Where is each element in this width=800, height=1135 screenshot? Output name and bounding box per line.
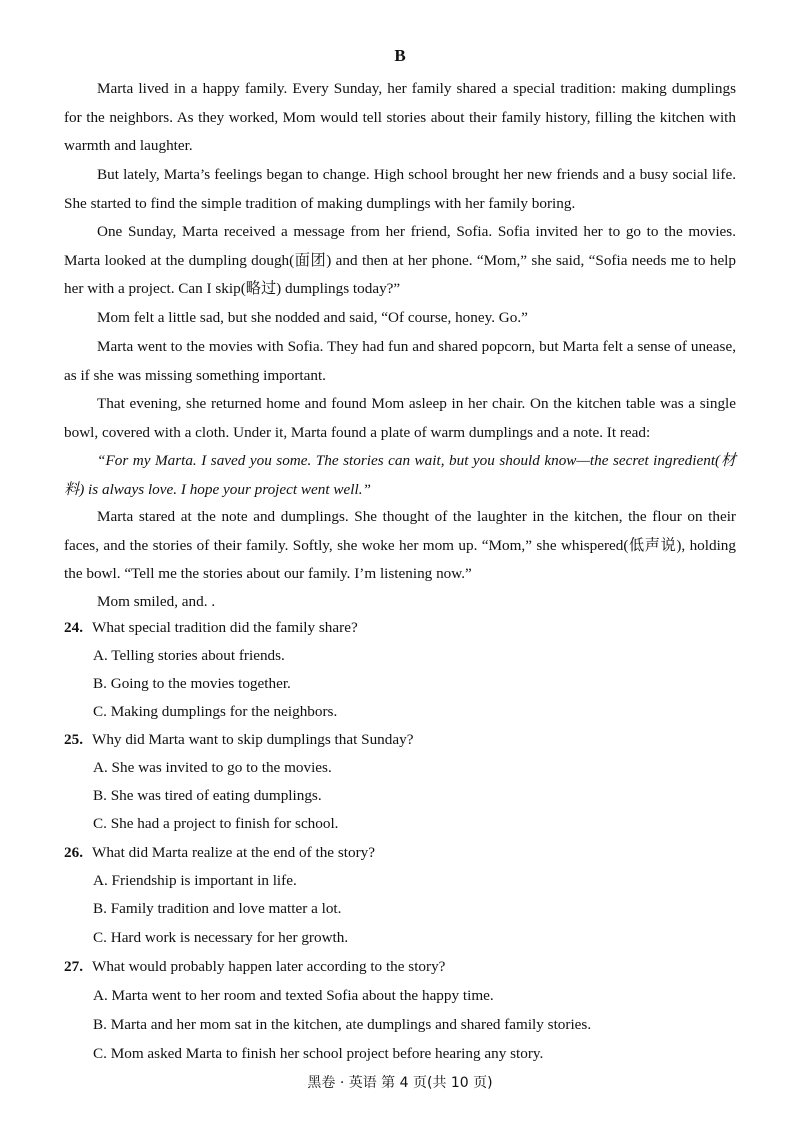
option-26-a[interactable]: A. Friendship is important in life. (93, 872, 297, 889)
option-26-b[interactable]: B. Family tradition and love matter a lot. (93, 900, 342, 917)
passage-note: “For my Marta. I saved you some. The stories can wait, but you should know—the secret ingredient(材料) is always love. I hope your project went well.” (64, 452, 736, 498)
page-footer: 黑卷 · 英语 第 4 页(共 10 页) (307, 1075, 493, 1091)
option-25-c[interactable]: C. She had a project to finish for school. (93, 815, 339, 832)
passage-paragraph-5: Marta went to the movies with Sofia. They had fun and shared popcorn, but Marta felt a sense of unease, as if she was missing something important. (64, 338, 736, 384)
option-24-b[interactable]: B. Going to the movies together. (93, 675, 291, 692)
question-27 (64, 953, 744, 981)
question-number: 27. (64, 958, 83, 975)
question-text: What would probably happen later according to the story? (92, 958, 446, 975)
passage-paragraph-1: Marta lived in a happy family. Every Sunday, her family shared a special tradition: making dumplings for the neighbors. As they worked, Mom would tell stories about their family history, filling the kitchen with warmth and laughter. (64, 80, 736, 154)
question-number: 24. (64, 619, 83, 636)
question-number: 26. (64, 844, 83, 861)
passage-paragraph-4: Mom felt a little sad, but she nodded and said, “Of course, honey. Go.” (97, 309, 528, 326)
passage-paragraph-7: Marta stared at the note and dumplings. She thought of the laughter in the kitchen, the flour on their faces, and the stories of their family. Softly, she woke her mom up. “Mom,” she whispered(低声说), holding the bowl. “Tell me the stories about our family. I’m listening now.” (64, 508, 736, 582)
question-number: 25. (64, 731, 83, 748)
question-24 (64, 614, 744, 642)
option-25-b[interactable]: B. She was tired of eating dumplings. (93, 787, 322, 804)
option-27-c[interactable]: C. Mom asked Marta to finish her school project before hearing any story. (93, 1045, 544, 1062)
question-26 (64, 839, 744, 867)
option-27-a[interactable]: A. Marta went to her room and texted Sofia about the happy time. (93, 987, 494, 1004)
option-24-c[interactable]: C. Making dumplings for the neighbors. (93, 703, 338, 720)
option-27-b[interactable]: B. Marta and her mom sat in the kitchen, ate dumplings and shared family stories. (93, 1016, 592, 1033)
question-25 (64, 726, 744, 754)
passage-paragraph-8: Mom smiled, and. . (97, 593, 216, 610)
question-text: What did Marta realize at the end of the story? (92, 844, 375, 861)
option-24-a[interactable]: A. Telling stories about friends. (93, 647, 285, 664)
option-26-c[interactable]: C. Hard work is necessary for her growth. (93, 929, 349, 946)
option-25-a[interactable]: A. She was invited to go to the movies. (93, 759, 332, 776)
passage-paragraph-3: One Sunday, Marta received a message from her friend, Sofia. Sofia invited her to go to the movies. Marta looked at the dumpling dough(面团) and then at her phone. “Mom,” she said, “Sofia needs me to help her with a project. Can I skip(略过) dumplings today?” (64, 223, 736, 297)
passage-paragraph-2: But lately, Marta’s feelings began to change. High school brought her new friends and a busy social life. She started to find the simple tradition of making dumplings with her family boring. (64, 166, 736, 212)
question-text: Why did Marta want to skip dumplings that Sunday? (92, 731, 414, 748)
passage-paragraph-6: That evening, she returned home and found Mom asleep in her chair. On the kitchen table was a single bowl, covered with a cloth. Under it, Marta found a plate of warm dumplings and a note. It read: (64, 395, 736, 441)
section-title: B (394, 46, 406, 65)
question-text: What special tradition did the family share? (92, 619, 358, 636)
